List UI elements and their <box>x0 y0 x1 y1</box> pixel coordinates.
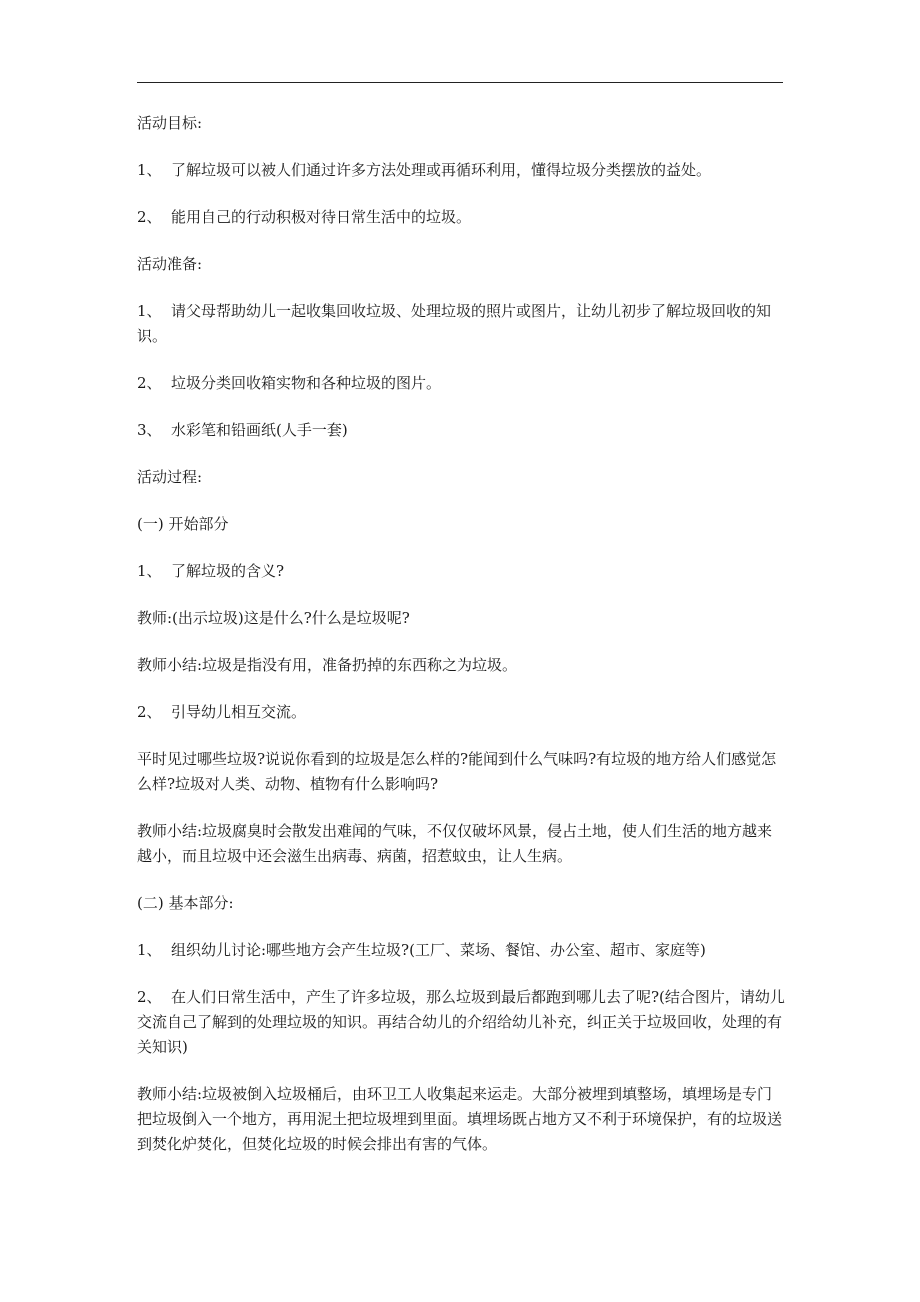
part-2-step-1: 1、 组织幼儿讨论:哪些地方会产生垃圾?(工厂、菜场、餐馆、办公室、超市、家庭等) <box>137 938 785 963</box>
goals-heading: 活动目标: <box>137 114 203 132</box>
goal-item-2: 2、 能用自己的行动积极对待日常生活中的垃圾。 <box>137 205 785 230</box>
part-2-step-2: 2、 在人们日常生活中，产生了许多垃圾，那么垃圾到最后都跑到哪儿去了呢?(结合图片，请幼儿交流自己了解到的处理垃圾的知识。再结合幼儿的介绍给幼儿补充，纠正关于垃圾回收，处理的有关知识) <box>137 985 785 1060</box>
part-1-heading: (一) 开始部分 <box>137 515 229 533</box>
part-2-heading: (二) 基本部分: <box>137 894 234 912</box>
item-number: 1、 <box>137 941 162 959</box>
prep-item-3: 3、 水彩笔和铅画纸(人手一套) <box>137 418 785 443</box>
item-number: 1、 <box>137 302 162 320</box>
item-number: 1、 <box>137 161 162 179</box>
item-number: 2、 <box>137 208 162 226</box>
process-heading: 活动过程: <box>137 468 203 486</box>
item-number: 1、 <box>137 562 162 580</box>
teacher-summary-2: 教师小结:垃圾腐臭时会散发出难闻的气味，不仅仅破坏风景，侵占土地，使人们生活的地方越来越小，而且垃圾中还会滋生出病毒、病菌，招惹蚊虫，让人生病。 <box>137 822 773 865</box>
item-number: 2、 <box>137 988 162 1006</box>
part-1-step-1: 1、 了解垃圾的含义? <box>137 559 785 584</box>
item-number: 2、 <box>137 703 162 721</box>
discussion-questions: 平时见过哪些垃圾?说说你看到的垃圾是怎么样的?能闻到什么气味吗?有垃圾的地方给人们感觉怎么样?垃圾对人类、动物、植物有什么影响吗? <box>137 750 777 793</box>
prep-heading: 活动准备: <box>137 255 203 273</box>
prep-item-2: 2、 垃圾分类回收箱实物和各种垃圾的图片。 <box>137 371 785 396</box>
goal-item-1: 1、 了解垃圾可以被人们通过许多方法处理或再循环利用，懂得垃圾分类摆放的益处。 <box>137 158 785 183</box>
item-number: 3、 <box>137 421 162 439</box>
document-body <box>137 111 785 1179</box>
header-divider <box>137 82 783 83</box>
teacher-question: 教师:(出示垃圾)这是什么?什么是垃圾呢? <box>137 609 410 627</box>
part-1-step-2: 2、 引导幼儿相互交流。 <box>137 700 785 725</box>
teacher-summary-1: 教师小结:垃圾是指没有用，准备扔掉的东西称之为垃圾。 <box>137 656 518 674</box>
item-number: 2、 <box>137 374 162 392</box>
teacher-summary-3: 教师小结:垃圾被倒入垃圾桶后，由环卫工人收集起来运走。大部分被埋到填整场，填埋场是专门把垃圾倒入一个地方，再用泥土把垃圾埋到里面。填埋场既占地方又不利于环境保护，有的垃圾送到焚化炉焚化，但焚化垃圾的时候会排出有害的气体。 <box>137 1085 783 1153</box>
prep-item-1: 1、 请父母帮助幼儿一起收集回收垃圾、处理垃圾的照片或图片，让幼儿初步了解垃圾回收的知识。 <box>137 299 785 349</box>
